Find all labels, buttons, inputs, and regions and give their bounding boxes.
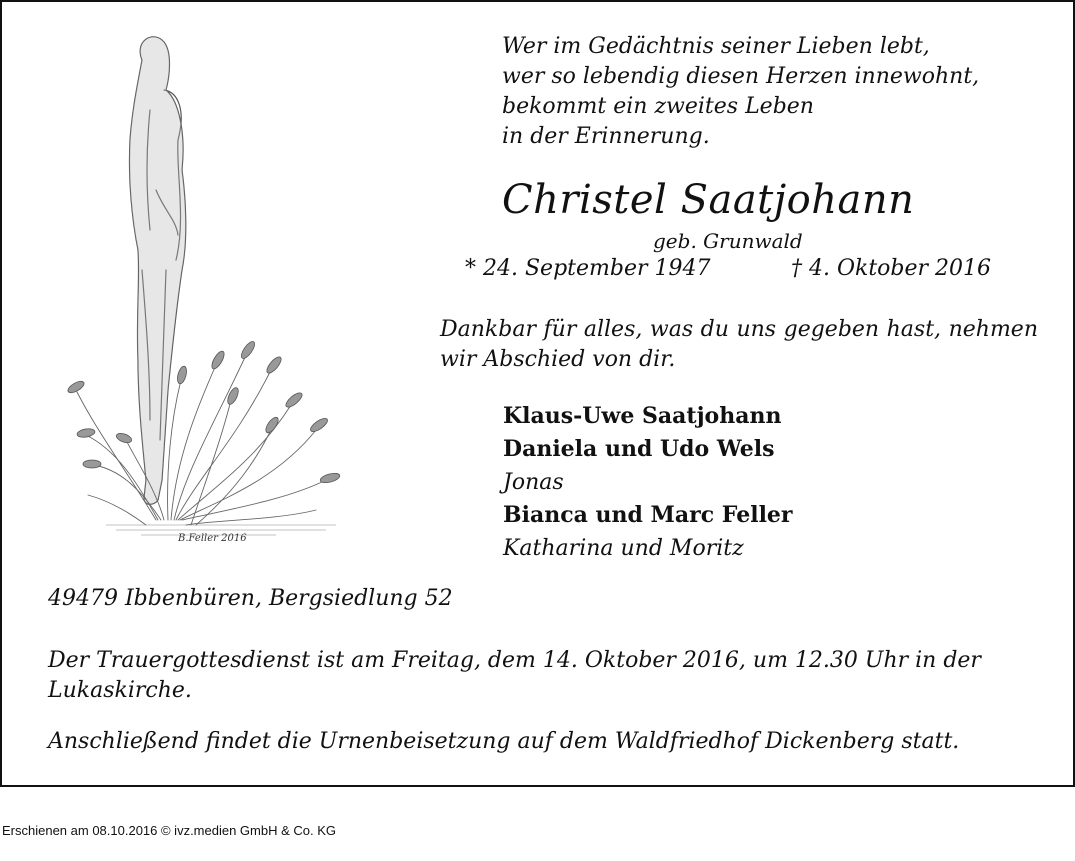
poem-line: Wer im Gedächtnis seiner Lieben lebt, (502, 34, 930, 59)
publication-footer: Erschienen am 08.10.2016 © ivz.medien GmbH & Co. KG (2, 823, 337, 838)
pencil-drawing-figure-with-grass (46, 20, 388, 554)
mourner-name: Klaus-Uwe Saatjohann (503, 403, 782, 429)
farewell-text: Dankbar für alles, was du uns gegeben hast, nehmen wir Abschied von dir. (440, 317, 1038, 372)
birth-name: geb. Grunwald (653, 229, 803, 253)
mourner-name: Bianca und Marc Feller (503, 502, 793, 528)
funeral-service-info: Der Trauergottesdienst ist am Freitag, dem 14. Oktober 2016, um 12.30 Uhr in der Lukaskirche. (48, 648, 981, 703)
deceased-name: Christel Saatjohann (502, 177, 915, 223)
mourner-name: Daniela und Udo Wels (503, 436, 775, 462)
birth-date: * 24. September 1947 (465, 256, 711, 281)
family-address: 49479 Ibbenbüren, Bergsiedlung 52 (48, 586, 453, 611)
figure-sketch (46, 20, 388, 554)
burial-info: Anschließend findet die Urnenbeisetzung auf dem Waldfriedhof Dickenberg statt. (48, 729, 960, 754)
poem-line: wer so lebendig diesen Herzen innewohnt, (502, 64, 980, 89)
life-dates (465, 256, 1025, 281)
death-date: † 4. Oktober 2016 (791, 256, 992, 281)
poem-line: bekommt ein zweites Leben (502, 94, 814, 119)
mourners-list (503, 400, 793, 565)
memorial-poem (502, 32, 979, 152)
mourner-name: Katharina und Moritz (503, 536, 744, 561)
poem-line: in der Erinnerung. (502, 124, 710, 149)
mourner-name: Jonas (503, 470, 564, 495)
artwork-signature: B.Feller 2016 (178, 533, 247, 544)
